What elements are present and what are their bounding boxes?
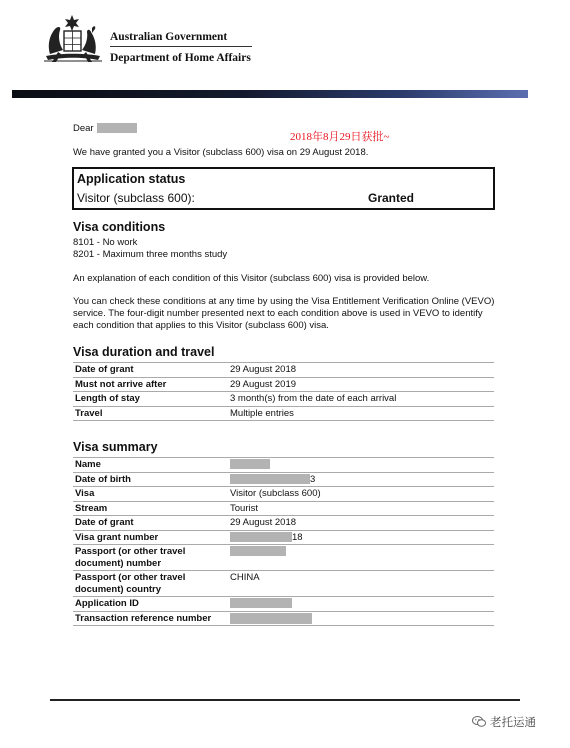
row-label: Visa grant number xyxy=(73,530,228,545)
conditions-explanation: An explanation of each condition of this Visitor (subclass 600) visa is provided below. xyxy=(73,273,430,284)
coat-of-arms-icon xyxy=(40,14,106,70)
row-value-text: 18 xyxy=(292,531,303,543)
row-value xyxy=(228,545,494,571)
row-label: Must not arrive after xyxy=(73,377,228,392)
row-label: Date of birth xyxy=(73,472,228,487)
row-label: Application ID xyxy=(73,597,228,612)
row-value xyxy=(228,597,494,612)
summary-title: Visa summary xyxy=(73,440,158,454)
row-label: Passport (or other travel document) country xyxy=(73,571,228,597)
table-row xyxy=(73,545,494,571)
table-row xyxy=(73,597,494,612)
department-name: Department of Home Affairs xyxy=(110,52,251,64)
row-label: Travel xyxy=(73,406,228,421)
row-label: Stream xyxy=(73,501,228,516)
row-value: CHINA xyxy=(228,571,494,597)
row-value-text: 3 xyxy=(310,473,316,485)
redacted-value xyxy=(230,532,292,542)
redacted-name xyxy=(97,123,137,133)
table-row xyxy=(73,472,494,487)
condition-item: 8201 - Maximum three months study xyxy=(73,249,228,260)
row-value xyxy=(228,472,494,487)
summary-table xyxy=(73,457,494,626)
table-row xyxy=(73,501,494,516)
duration-title: Visa duration and travel xyxy=(73,345,215,359)
status-value: Granted xyxy=(368,191,415,205)
header-divider xyxy=(110,46,252,47)
redacted-value xyxy=(230,474,310,484)
status-visa: Visitor (subclass 600): xyxy=(77,191,195,205)
redacted-value xyxy=(230,598,292,608)
footer-divider xyxy=(50,699,520,701)
status-title: Application status xyxy=(77,172,186,186)
redacted-value xyxy=(230,546,286,556)
row-label: Visa xyxy=(73,487,228,502)
row-value: Tourist xyxy=(228,501,494,516)
table-row xyxy=(73,530,494,545)
grant-sentence: We have granted you a Visitor (subclass 600) visa on 29 August 2018. xyxy=(73,147,369,158)
row-label: Date of grant xyxy=(73,363,228,378)
row-value xyxy=(228,530,494,545)
redacted-value xyxy=(230,613,312,624)
table-row xyxy=(73,516,494,531)
row-label: Date of grant xyxy=(73,516,228,531)
conditions-title: Visa conditions xyxy=(73,220,166,234)
row-label: Transaction reference number xyxy=(73,611,228,626)
vevo-paragraph: You can check these conditions at any time by using the Visa Entitlement Verification Online (VEVO) service. The four-digit number presented next to each condition above is used in VEVO to identify each condition that applies to this Visitor (subclass 600) visa. xyxy=(73,296,495,331)
watermark xyxy=(472,714,536,730)
row-label: Name xyxy=(73,458,228,473)
table-row xyxy=(73,392,494,407)
row-value: 29 August 2018 xyxy=(228,516,494,531)
row-value: 29 August 2018 xyxy=(228,363,494,378)
row-value: Multiple entries xyxy=(228,406,494,421)
table-row xyxy=(73,363,494,378)
duration-table xyxy=(73,362,494,421)
salutation xyxy=(73,123,137,134)
handwritten-note: 2018年8月29日获批~ xyxy=(290,131,390,143)
condition-item: 8101 - No work xyxy=(73,237,138,248)
table-row xyxy=(73,571,494,597)
row-value: Visitor (subclass 600) xyxy=(228,487,494,502)
application-status-box xyxy=(72,167,495,210)
table-row xyxy=(73,377,494,392)
salutation-text: Dear xyxy=(73,123,94,134)
row-value: 29 August 2019 xyxy=(228,377,494,392)
wechat-icon xyxy=(472,716,486,727)
row-value xyxy=(228,611,494,626)
row-label: Passport (or other travel document) number xyxy=(73,545,228,571)
header-band xyxy=(12,90,528,98)
redacted-value xyxy=(230,459,270,469)
row-label: Length of stay xyxy=(73,392,228,407)
table-row xyxy=(73,458,494,473)
table-row xyxy=(73,611,494,626)
row-value xyxy=(228,458,494,473)
row-value: 3 month(s) from the date of each arrival xyxy=(228,392,494,407)
table-row xyxy=(73,487,494,502)
government-name: Australian Government xyxy=(110,31,228,43)
table-row xyxy=(73,406,494,421)
watermark-text: 老托运通 xyxy=(490,715,536,729)
